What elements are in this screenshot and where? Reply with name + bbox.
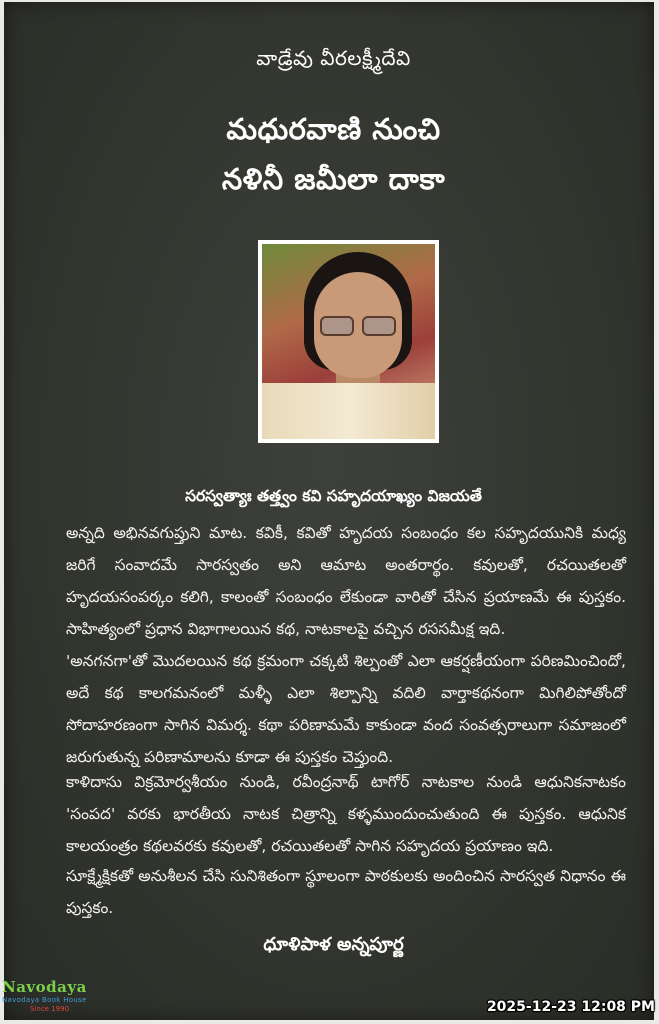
logo-subtitle: Navodaya Book House <box>2 996 87 1004</box>
glasses-icon <box>320 316 354 336</box>
publisher-logo <box>2 978 130 1020</box>
author-portrait-image <box>262 244 435 439</box>
blurb-paragraph: 'అనగనగా'తో మొదలయిన కథ క్రమంగా చక్కటి శిల్పంతో ఎలా ఆకర్షణీయంగా పరిణమించిందో, అదే కథ కాలగమనంలో మళ్ళీ ఎలా శిల్పాన్ని వదిలి వార్తాకథనంగా మిగిలిపోతోందో సోదాహరణంగా సాగిన విమర్శ. కథా పరిణామమే కాకుండా వంద సంవత్సరాలుగా సమాజంలో జరుగుతున్న పరిణామాలను కూడా ఈ పుస్తకం చెప్తుంది. <box>66 652 626 766</box>
book-title-line-1: మధురవాణి నుంచి <box>226 112 441 146</box>
logo-brand: Navodaya <box>2 978 87 996</box>
blurb-paragraph: కాళిదాసు విక్రమోర్వశీయం నుండి, రవీంద్రనాథ్ టాగోర్ నాటకాల నుండి ఆధునికనాటకం 'సంపద' వరకు భారతీయ నాటక చిత్రాన్ని కళ్ళముందుంచుతుంది ఈ పుస్తకం. ఆధునిక కాలయంత్రం కథలవరకు కవులతో, రచయితలతో సాగిన సహృదయ ప్రయాణం ఇది. <box>66 773 626 855</box>
blurb-paragraph: అన్నది అభినవగుప్తుని మాట. కవికీ, కవితో హృదయ సంబంధం కల సహృదయునికి మధ్య జరిగే సంవాదమే సారస్వతం అని ఆమాట అంతరార్థం. కవులతో, రచయితలతో హృదయసంపర్కం కలిగి, కాలంతో సంబంధం లేకుండా వారితో చేసిన ప్రయాణమే ఈ పుస్తకం. సాహిత్యంలో ప్రధాన విభాగాలయిన కథ, నాటకాలపై వచ్చిన రససమీక్ష ఇది. <box>66 524 626 638</box>
blurb-paragraph: సూక్ష్మేక్షికతో అనుశీలన చేసి సునిశితంగా స్థూలంగా పాఠకులకు అందించిన సారస్వత నిధానం ఈ పుస్తకం. <box>66 867 626 917</box>
reviewer-signature: ధూళిపాళ అన్నపూర్ణ <box>263 934 404 955</box>
author-photo <box>258 240 439 443</box>
book-back-cover <box>4 2 654 1020</box>
sanskrit-quote: సరస్వత్యాః తత్త్వం కవి సహృదయాఖ్యం విజయతే <box>185 487 482 505</box>
author-name: వాడ్రేవు వీరలక్ష్మీదేవి <box>256 46 411 70</box>
book-title-line-2: నళినీ జమీలా దాకా <box>221 162 446 196</box>
logo-since: Since 1990 <box>30 1005 70 1013</box>
photo-timestamp: 2025-12-23 12:08 PM <box>486 999 655 1015</box>
